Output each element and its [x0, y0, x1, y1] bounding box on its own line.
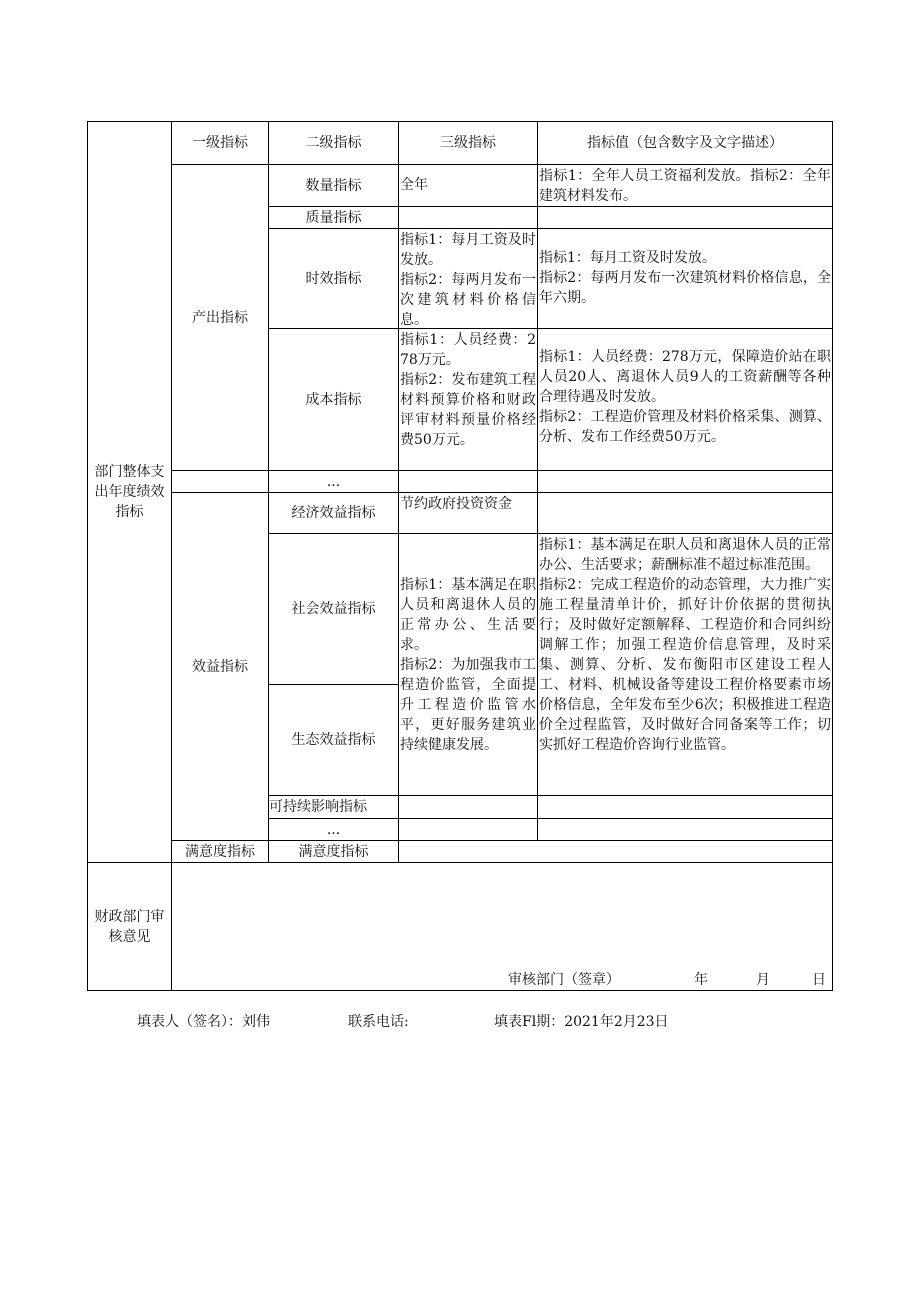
row-quantity-label: 数量指标 [305, 177, 362, 194]
outer-label: 部门整体支出年度绩效指标 [94, 464, 165, 520]
footer-phone: 联系电话: [348, 1014, 409, 1030]
row-ellipsis-1: ... [326, 473, 341, 490]
row-sustainable-label: 可持续影响指标 [269, 799, 367, 815]
group-benefit: 效益指标 [192, 658, 248, 675]
header-level3: 三级指标 [440, 135, 496, 151]
row-timeliness-level3: 指标1：每月工资及时发放。 指标2：每两月发布一次建筑材料价格信息。 [400, 232, 536, 328]
footer-date: 填表Fl期：2021年2月23日 [494, 1014, 669, 1030]
header-level2: 二级指标 [305, 135, 362, 151]
footer-filler: 填表人（签名）：刘伟 [137, 1014, 270, 1030]
header-value: 指标值（包含数字及文字描述） [587, 135, 783, 151]
group-output: 产出指标 [192, 309, 248, 326]
row-satisfaction-label: 满意度指标 [298, 843, 369, 860]
review-year: 年 [694, 972, 708, 988]
row-cost-value: 指标1：人员经费：278万元，保障造价站在职人员20人、离退休人员9人的工资薪酬等各种合理待遇及时发放。 指标2：工程造价管理及材料价格采集、测算、分析、发布工作经费50万元。 [539, 349, 831, 445]
row-timeliness-label: 时效指标 [305, 270, 362, 287]
row-ecological-label: 生态效益指标 [291, 732, 376, 748]
row-economic-level3: 节约政府投资资金 [400, 496, 512, 512]
row-ellipsis-2: ... [326, 821, 341, 838]
group-satisfaction: 满意度指标 [185, 843, 255, 860]
row-timeliness-value: 指标1：每月工资及时发放。 指标2：每两月发布一次建筑材料价格信息，全年六期。 [539, 250, 831, 306]
benefit-value: 指标1：基本满足在职人员和离退休人员的正常办公、生活要求；薪酬标准不超过标准范围。 指标2：完成工程造价的动态管理，大力推广实施工程量清单计价，抓好计价依据的贯彻执行；及时做好定额解释、工程造价和合同纠纷调解工作；加强工程造价信息管理，及时采集、测算、分析、发布衡阳市区建设工程人工、材料、机械设备等建设工程价格要素市场价格信息，全年发布至少6次；积极推进工程造价全过程监管，及时做好合同备案等工作；切实抓好工程造价咨询行业监管。 [539, 537, 831, 753]
row-social-label: 社会效益指标 [291, 601, 376, 617]
benefit-level3: 指标1：基本满足在职人员和离退休人员的正常办公、生活要求。 指标2：为加强我市工程造价监管，全面提升工程造价监管水平，更好服务建筑业持续健康发展。 [400, 577, 536, 753]
header-level1: 一级指标 [192, 135, 248, 151]
review-sign: 审核部门（签章） [508, 972, 620, 988]
row-quantity-value: 指标1：全年人员工资福利发放。指标2：全年建筑材料发布。 [539, 168, 831, 204]
row-quality-label: 质量指标 [305, 209, 362, 226]
row-cost-level3: 指标1：人员经费：278万元。 指标2：发布建筑工程材料预算价格和财政评审材料预量价格经费50万元。 [400, 332, 536, 448]
review-label: 财政部门审核意见 [94, 908, 165, 945]
row-economic-label: 经济效益指标 [291, 505, 376, 521]
review-day: 日 [812, 972, 826, 988]
review-month: 月 [756, 972, 770, 988]
row-cost-label: 成本指标 [305, 391, 362, 408]
row-quantity-level3: 全年 [400, 177, 428, 193]
